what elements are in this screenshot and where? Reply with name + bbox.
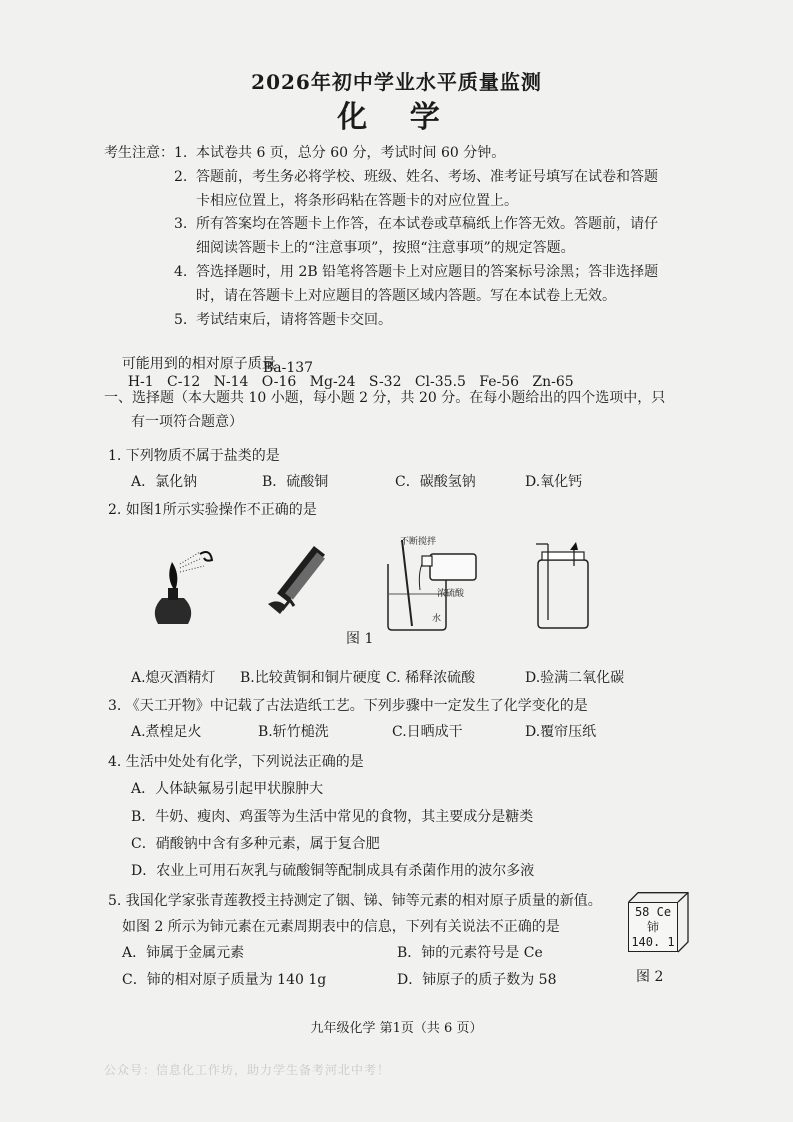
notice-number: 4. — [174, 264, 188, 280]
option-d: D.验满二氧化碳 — [525, 670, 625, 686]
notice-line: 卡相应位置上，将条形码粘在答题卡的对应位置上。 — [196, 193, 518, 209]
option-b: B．牛奶、瘦肉、鸡蛋等为生活中常见的食物，其主要成分是糖类 — [131, 809, 534, 825]
label-stirring: 不断搅拌 — [400, 537, 437, 547]
option-c: C．硝酸钠中含有多种元素，属于复合肥 — [131, 836, 380, 852]
notice-line: 本试卷共 6 页，总分 60 分，考试时间 60 分钟。 — [196, 145, 506, 161]
option-a: A.熄灭酒精灯 — [131, 670, 216, 686]
option-a: A．铈属于金属元素 — [122, 945, 245, 961]
option-b: B．铈的元素符号是 Ce — [397, 945, 543, 961]
element-card-face — [628, 902, 678, 952]
question-4-stem: 4. 生活中处处有化学，下列说法正确的是 — [108, 754, 364, 770]
option-d: D.氧化钙 — [525, 474, 583, 490]
question-1-stem: 1. 下列物质不属于盐类的是 — [108, 448, 280, 464]
option-c: C．碳酸氢钠 — [395, 474, 476, 490]
option-c: C.日晒成干 — [392, 724, 463, 740]
question-2-stem: 2. 如图1所示实验操作不正确的是 — [108, 502, 317, 518]
notice-line: 考试结束后，请将答题卡交回。 — [196, 312, 392, 328]
notice-number: 1. — [174, 145, 188, 161]
option-d: D．铈原子的质子数为 58 — [397, 972, 557, 988]
page-footer: 九年级化学 第1页（共 6 页） — [310, 1021, 483, 1036]
option-a: A．人体缺氟易引起甲状腺肿大 — [131, 781, 324, 797]
option-c: C．铈的相对原子质量为 140 1g — [122, 972, 327, 988]
question-3-stem: 3. 《天工开物》中记载了古法造纸工艺。下列步骤中一定发生了化学变化的是 — [108, 698, 588, 714]
notice-line: 答题前，考生务必将学校、班级、姓名、考场、准考证号填写在试卷和答题 — [196, 169, 658, 185]
notice-number: 3. — [174, 216, 188, 232]
figure-1-caption: 图 1 — [346, 631, 374, 647]
atomic-mass-values: H-1 C-12 N-14 O-16 Mg-24 S-32 Cl-35.5 Fe-56 Zn-65 — [127, 374, 574, 390]
notice-label: 考生注意： — [104, 145, 174, 161]
option-b: B.比较黄铜和铜片硬度 — [240, 670, 381, 686]
option-c: C. 稀释浓硫酸 — [386, 670, 476, 686]
section-heading-cont: 有一项符合题意） — [131, 414, 243, 430]
option-b: B.斩竹槌洗 — [258, 724, 329, 740]
notice-number: 5. — [174, 312, 188, 328]
section-heading: 一、选择题（本大题共 10 小题，每小题 2 分，共 20 分。在每小题给出的四个选项中，只 — [104, 390, 666, 406]
atomic-mass-label: 可能用到的相对原子质量 — [121, 356, 276, 372]
extinguish-lamp-figure — [140, 540, 220, 630]
atomic-mass-values-2: Ba-137 — [263, 360, 314, 376]
option-a: A．氯化钠 — [131, 474, 198, 490]
hardness-compare-figure — [260, 540, 340, 620]
watermark-text: 公众号：信息化工作坊，助力学生备考河北中考！ — [104, 1063, 391, 1077]
label-water: 水 — [432, 614, 442, 624]
figure-2-caption: 图 2 — [636, 969, 664, 985]
subject-title: 化 学 — [337, 100, 456, 135]
notice-line: 细阅读答题卡上的“注意事项”，按照“注意事项”的规定答题。 — [196, 240, 575, 256]
co2-full-test-figure — [528, 540, 598, 630]
element-number-symbol: 58 Ce — [634, 905, 672, 919]
question-5-stem-cont: 如图 2 所示为铈元素在元素周期表中的信息，下列有关说法不正确的是 — [122, 919, 560, 935]
notice-line: 答选择题时，用 2B 铅笔将答题卡上对应题目的答案标号涂黑；答非选择题 — [196, 264, 659, 280]
notice-line: 所有答案均在答题卡上作答，在本试卷或草稿纸上作答无效。答题前，请仔 — [196, 216, 658, 232]
exam-title: 2026年初中学业水平质量监测 — [251, 70, 542, 94]
question-5-stem: 5. 我国化学家张青莲教授主持测定了铟、锑、铈等元素的相对原子质量的新值。 — [108, 893, 602, 909]
option-d: D．农业上可用石灰乳与硫酸铜等配制成具有杀菌作用的波尔多液 — [131, 863, 535, 879]
notice-line: 时，请在答题卡上对应题目的答题区域内答题。写在本试卷上无效。 — [196, 288, 616, 304]
element-mass: 140. 1 — [631, 935, 675, 949]
notice-number: 2. — [174, 169, 188, 185]
label-conc-acid: 浓硫酸 — [437, 589, 465, 599]
option-d: D.覆帘压纸 — [525, 724, 597, 740]
element-name: 铈 — [646, 920, 659, 934]
cerium-element-card — [628, 892, 688, 952]
option-a: A.煮楻足火 — [131, 724, 202, 740]
option-b: B．硫酸铜 — [262, 474, 329, 490]
